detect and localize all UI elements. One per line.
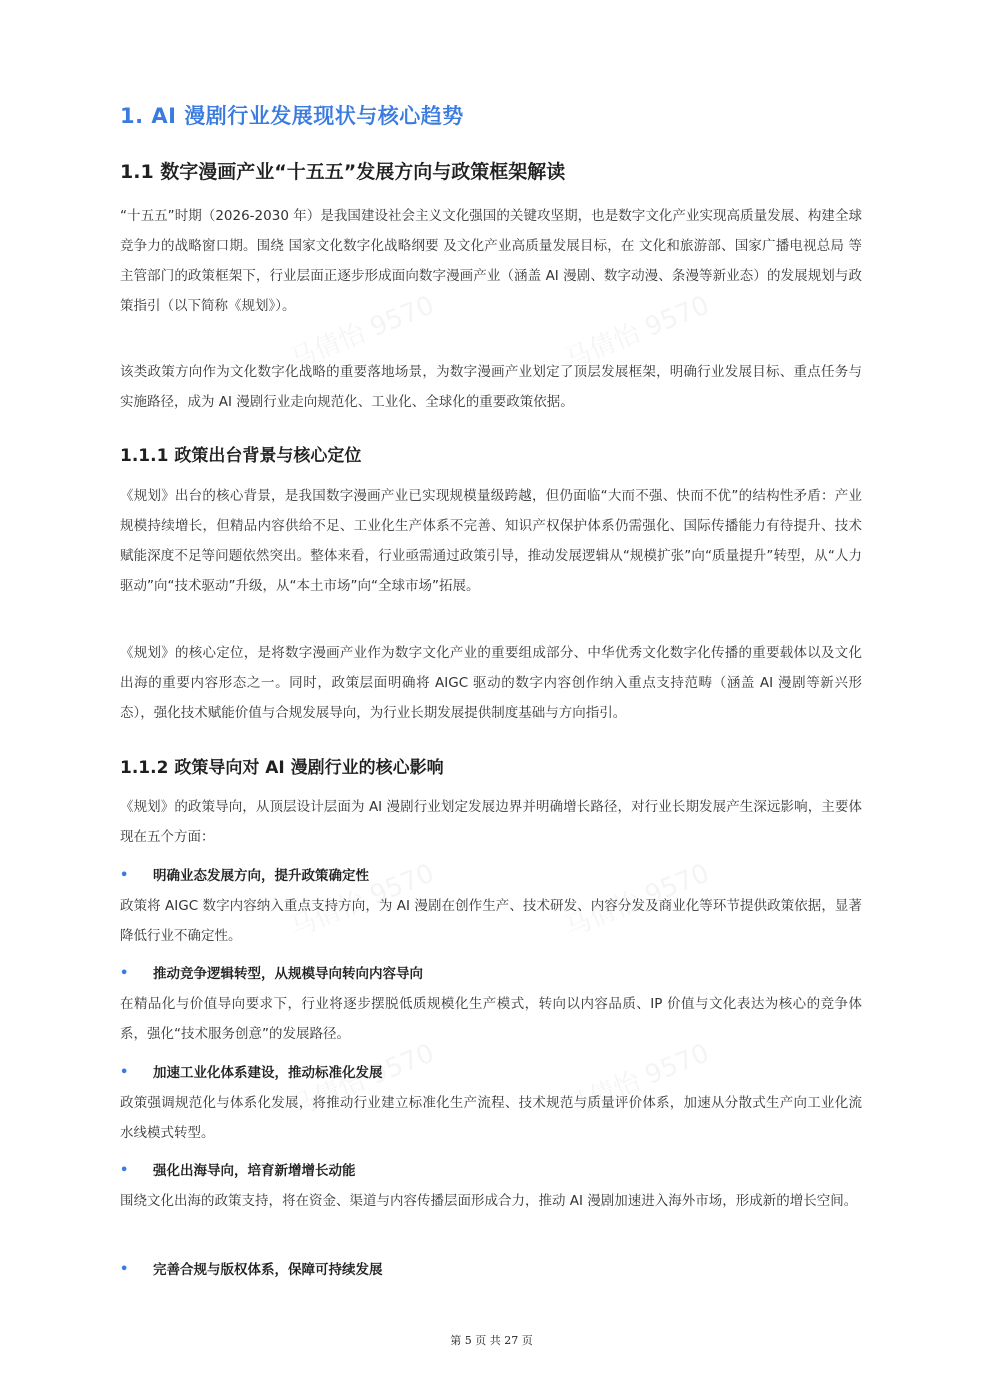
list-item-body: 政策强调规范化与体系化发展，将推动行业建立标准化生产流程、技术规范与质量评价体系，加速从分散式生产向工业化流水线模式转型。: [120, 1095, 862, 1141]
subsection-title: 1.1 数字漫画产业“十五五”发展方向与政策框架解读: [120, 161, 566, 183]
list-item-heading: 明确业态发展方向，提升政策确定性: [153, 868, 369, 884]
list-item: [120, 1160, 862, 1182]
heading-1-1-2: 1.1.2 政策导向对 AI 漫剧行业的核心影响: [120, 758, 444, 778]
list-item-heading: 推动竞争逻辑转型，从规模导向转向内容导向: [153, 966, 423, 982]
bullet-icon: •: [120, 1262, 129, 1277]
list-item: [120, 1062, 862, 1084]
list-item: [120, 963, 862, 985]
list-item-heading: 加速工业化体系建设，推动标准化发展: [153, 1065, 383, 1081]
list-item-body: 政策将 AIGC 数字内容纳入重点支持方向，为 AI 漫剧在创作生产、技术研发、内容分发及商业化等环节提供政策依据，显著降低行业不确定性。: [120, 898, 862, 944]
heading-1-1-1: 1.1.1 政策出台背景与核心定位: [120, 446, 362, 466]
list-item: [120, 865, 862, 887]
section-title: 1. AI 漫剧行业发展现状与核心趋势: [120, 104, 464, 128]
list-item-heading: 强化出海导向，培育新增增长动能: [153, 1163, 356, 1179]
list-item-body: 在精品化与价值导向要求下，行业将逐步摆脱低质规模化生产模式，转向以内容品质、IP 价值与文化表达为核心的竞争体系，强化“技术服务创意”的发展路径。: [120, 996, 862, 1042]
intro-paragraph-1: “十五五”时期（2026-2030 年）是我国建设社会主义文化强国的关键攻坚期，也是数字文化产业实现高质量发展、构建全球竞争力的战略窗口期。围绕 国家文化数字化战略纲要 及文化产业高质量发展目标，在 文化和旅游部、国家广播电视总局 等主管部门的政策框架下，行业层面正逐步形成面向数字漫画产业（涵盖 AI 漫剧、数字动漫、条漫等新业态）的发展规划与政策指引（以下简称《规划》）。: [120, 208, 862, 314]
bullet-icon: •: [120, 868, 129, 883]
list-item: [120, 1259, 862, 1281]
paragraph-impact-intro: 《规划》的政策导向，从顶层设计层面为 AI 漫剧行业划定发展边界并明确增长路径，对行业长期发展产生深远影响，主要体现在五个方面：: [120, 799, 862, 845]
list-item-body: 围绕文化出海的政策支持，将在资金、渠道与内容传播层面形成合力，推动 AI 漫剧加速进入海外市场，形成新的增长空间。: [120, 1193, 858, 1209]
intro-paragraph-2: 该类政策方向作为文化数字化战略的重要落地场景，为数字漫画产业划定了顶层发展框架，明确行业发展目标、重点任务与实施路径，成为 AI 漫剧行业走向规范化、工业化、全球化的重要政策依据。: [120, 364, 862, 410]
paragraph-background: 《规划》出台的核心背景，是我国数字漫画产业已实现规模量级跨越，但仍面临“大而不强、快而不优”的结构性矛盾：产业规模持续增长，但精品内容供给不足、工业化生产体系不完善、知识产权保护体系仍需强化、国际传播能力有待提升、技术赋能深度不足等问题依然突出。整体来看，行业亟需通过政策引导，推动发展逻辑从“规模扩张”向“质量提升”转型，从“人力驱动”向“技术驱动”升级，从“本土市场”向“全球市场”拓展。: [120, 488, 862, 594]
bullet-icon: •: [120, 1163, 129, 1178]
page-footer: 第 5 页 共 27 页: [450, 1334, 533, 1347]
list-item-heading: 完善合规与版权体系，保障可持续发展: [153, 1262, 383, 1278]
paragraph-positioning: 《规划》的核心定位，是将数字漫画产业作为数字文化产业的重要组成部分、中华优秀文化数字化传播的重要载体以及文化出海的重要内容形态之一。同时，政策层面明确将 AIGC 驱动的数字内容创作纳入重点支持范畴（涵盖 AI 漫剧等新兴形态），强化技术赋能价值与合规发展导向，为行业长期发展提供制度基础与方向指引。: [120, 645, 862, 721]
bullet-icon: •: [120, 966, 129, 981]
bullet-icon: •: [120, 1065, 129, 1080]
